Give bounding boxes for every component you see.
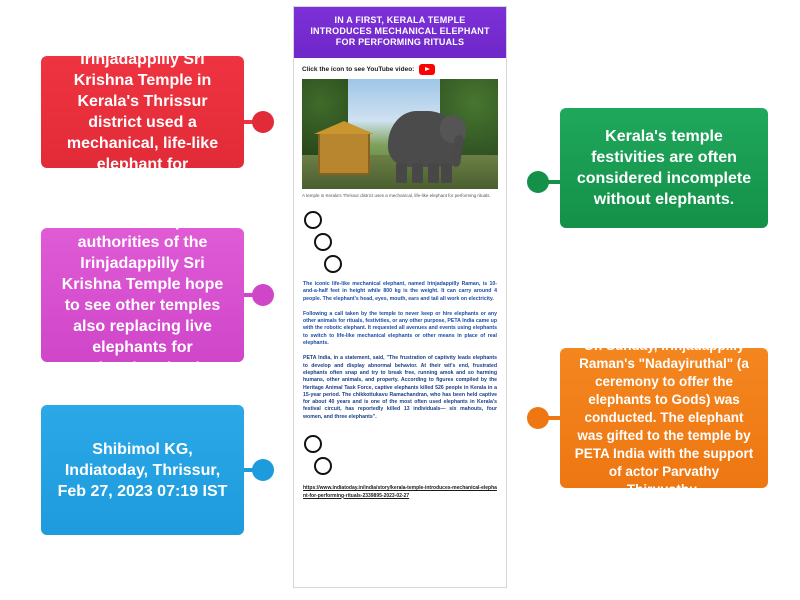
elephant-legs (394, 163, 452, 183)
connector-knob (252, 111, 274, 133)
connector-knob (252, 284, 274, 306)
bullet-dot (314, 457, 332, 475)
article-paragraph: The iconic life-like mechanical elephant, named Irinjadappilly Raman, is 10-and-a-half feet in height while 800 kg is the weight. It can carry around 4 people. The elephant's head, eyes, mouth, ears and tail all work on electricity. (303, 281, 497, 302)
video-prompt-row[interactable] (294, 58, 506, 79)
bullet-dots-group-top (294, 205, 506, 281)
callout-red: In a first, the Irinjadappilly Sri Krishna Temple in Kerala's Thrissur district used a mechanical, life-like elephant for performing rituals. (41, 56, 244, 168)
temple-hut-decoration (318, 131, 370, 175)
photo-caption: A temple in Kerala's Thrissur district uses a mechanical, life-like elephant for performing rituals. (302, 193, 491, 198)
bullet-dot (304, 211, 322, 229)
connector-knob (527, 407, 549, 429)
article-card (293, 6, 507, 588)
article-paragraph: Following a call taken by the temple to never keep or hire elephants or any other animals for rituals, festivities, or any other purpose, PETA India came up with the robotic elephant. It requested all avenues and events using elephants to switch to life-like mechanical elephants or other means in place of real elephants. (303, 310, 497, 347)
youtube-play-icon[interactable] (419, 64, 435, 75)
bullet-dots-group-bottom (294, 429, 506, 483)
bullet-dot (324, 255, 342, 273)
callout-green: Kerala's temple festivities are often considered incomplete without elephants. (560, 108, 768, 228)
elephant-figure (388, 111, 460, 167)
connector-knob (527, 171, 549, 193)
video-prompt-label: Click the icon to see YouTube video: (302, 66, 415, 73)
callout-orange: On Sunday, Irinjadappilly Raman's "Nadayiruthal" (a ceremony to offer the elephants to Gods) was conducted. The elephant was gifted to the temple by PETA India with the support of actor Parvathy Thiruvothu. (560, 348, 768, 488)
callout-blue: Shibimol KG, Indiatoday, Thrissur, Feb 27, 2023 07:19 IST (41, 405, 244, 535)
article-photo (302, 79, 498, 189)
bullet-dot (304, 435, 322, 453)
bullet-dot (314, 233, 332, 251)
article-body (294, 281, 506, 421)
article-headline: IN A FIRST, KERALA TEMPLE INTRODUCES MECHANICAL ELEPHANT FOR PERFORMING RITUALS (294, 7, 506, 58)
source-link[interactable]: https://www.indiatoday.in/india/story/kerala-temple-introduces-mechanical-elephant-for-performing-rituals-2339895-2023-02-27 (303, 485, 497, 499)
article-paragraph: PETA India, in a statement, said, "The frustration of captivity leads elephants to develop and display abnormal behavior. At their wit's end, frustrated elephants often snap and try to break free, running amok and so harming humans, other animals, and property. According to figures compiled by the Heritage Animal Task Force, captive elephants killed 526 people in Kerala in a 15-year period. The chikkottukavu Ramachandran, who has been held captive for about 40 years and is one of the most often used elephants in Kerala's festival circuit, has reportedly killed 13 individuals— six mahouts, four women, and three elephants". (303, 355, 497, 420)
connector-knob (252, 459, 274, 481)
callout-pink: But the temple authorities of the Irinjadappilly Sri Krishna Temple hope to see other temples also replacing live elephants for performing rituals. (41, 228, 244, 362)
